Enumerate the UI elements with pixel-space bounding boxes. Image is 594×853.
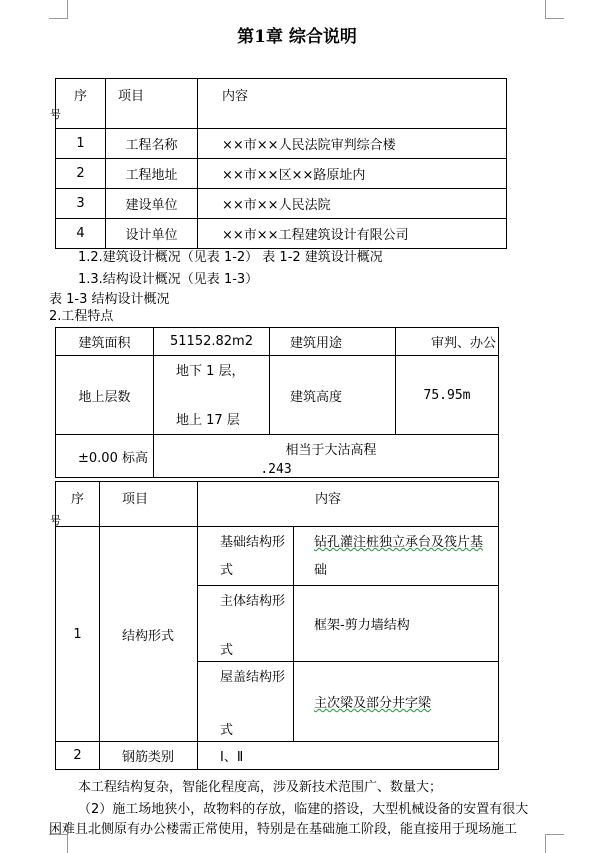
header-no-text: 序 bbox=[73, 89, 87, 104]
use-label: 建筑用途 bbox=[270, 328, 396, 356]
header-item: 项目 bbox=[100, 482, 198, 527]
margin-mark-top-left bbox=[49, 0, 68, 19]
row-no: 2 bbox=[56, 159, 106, 189]
sub-label-line1: 基础结构形 bbox=[220, 535, 286, 550]
header-no bbox=[56, 79, 106, 129]
row-no: 3 bbox=[56, 189, 106, 219]
elevation-value-line1: 相当于大沽高程 bbox=[285, 443, 377, 458]
row-content bbox=[198, 129, 507, 159]
sub-value bbox=[294, 662, 499, 742]
section-1-3-line: 1.3.结构设计概况（见表 1-3） bbox=[78, 272, 259, 287]
floors-aboveground: 地上 17 层 bbox=[176, 413, 240, 428]
row-content: ××市××工程建筑设计有限公司 bbox=[198, 219, 507, 249]
sub-label bbox=[198, 586, 294, 662]
row-content-text: ××市××人民法院审判综合楼 bbox=[222, 138, 396, 153]
paragraph-1: 本工程结构复杂，智能化程度高，涉及新技术范围广、数量大； bbox=[78, 780, 443, 795]
row-item: 钢筋类别 bbox=[100, 742, 198, 770]
paragraph-2-line1: （2）施工场地狭小，故物料的存放，临建的搭设，大型机械设备的安置有很大 bbox=[78, 802, 529, 817]
header-content: 内容 bbox=[198, 79, 507, 129]
sub-label-line2: 式 bbox=[220, 723, 234, 738]
table-1-3-caption: 表 1-3 结构设计概况 bbox=[49, 292, 170, 307]
elevation-value-line2: .243 bbox=[260, 462, 292, 477]
area-label: 建筑面积 bbox=[56, 328, 154, 356]
sub-label bbox=[198, 527, 294, 586]
header-no: 序 bbox=[56, 482, 100, 527]
sub-value bbox=[294, 527, 499, 586]
sub-value-line1-text: 钻孔灌注桩独立承台及筏片基 bbox=[314, 535, 484, 550]
row-no: 4 bbox=[56, 219, 106, 249]
section-2-heading: 2.工程特点 bbox=[49, 309, 114, 324]
floors-underground: 地下 1 层， bbox=[176, 364, 245, 379]
structure-overview-table bbox=[55, 481, 499, 770]
table-row bbox=[56, 129, 507, 159]
row-item: 结构形式 bbox=[100, 527, 198, 742]
elevation-value bbox=[154, 435, 499, 478]
header-no-wrap: 号 bbox=[50, 108, 61, 121]
row-content: Ⅰ、Ⅱ bbox=[198, 742, 499, 770]
table-row bbox=[56, 527, 499, 586]
margin-mark-bottom-right bbox=[545, 834, 564, 853]
sub-label-line1: 主体结构形 bbox=[220, 594, 286, 609]
table-row bbox=[56, 219, 507, 249]
table-row bbox=[56, 159, 507, 189]
paragraph-2-line2: 困难且北侧原有办公楼需正常使用，特别是在基础施工阶段，能直接用于现场施工 bbox=[49, 822, 518, 837]
sub-value-text: 主次梁及部分井字梁 bbox=[314, 696, 432, 711]
chapter-title: 第1章 综合说明 bbox=[237, 27, 357, 47]
table-row bbox=[56, 189, 507, 219]
row-content: ××市××人民法院 bbox=[198, 189, 507, 219]
row-no: 2 bbox=[56, 742, 100, 770]
project-info-table bbox=[55, 78, 507, 249]
height-value: 75.95m bbox=[396, 356, 499, 435]
table-row bbox=[56, 328, 499, 356]
table-header-row bbox=[56, 79, 507, 129]
table-row bbox=[56, 435, 499, 478]
row-item: 工程名称 bbox=[106, 129, 198, 159]
row-no: 1 bbox=[56, 527, 100, 742]
sub-value-line1 bbox=[314, 529, 498, 557]
section-1-2-line: 1.2.建筑设计概况（见表 1-2） 表 1-2 建筑设计概况 bbox=[78, 250, 383, 265]
sub-value: 框架-剪力墙结构 bbox=[294, 586, 499, 662]
row-item: 设计单位 bbox=[106, 219, 198, 249]
area-value: 51152.82m2 bbox=[154, 328, 270, 356]
header-item: 项目 bbox=[106, 79, 198, 129]
building-overview-table bbox=[55, 327, 499, 478]
sub-value-line2: 础 bbox=[314, 563, 328, 578]
row-content: ××市××区××路原址内 bbox=[198, 159, 507, 189]
table-header-row bbox=[56, 482, 499, 527]
header-no-wrap: 号 bbox=[50, 514, 61, 527]
sub-label-line1: 屋盖结构形 bbox=[220, 670, 286, 685]
use-value: 审判、办公 bbox=[396, 328, 499, 356]
row-no: 1 bbox=[56, 129, 106, 159]
row-item: 工程地址 bbox=[106, 159, 198, 189]
margin-mark-top-right bbox=[545, 0, 564, 19]
sub-label bbox=[198, 662, 294, 742]
sub-label-line2: 式 bbox=[220, 563, 234, 578]
table-row bbox=[56, 742, 499, 770]
sub-label-line2: 式 bbox=[220, 643, 234, 658]
height-label: 建筑高度 bbox=[270, 356, 396, 435]
table-row bbox=[56, 356, 499, 435]
header-content: 内容 bbox=[198, 482, 499, 527]
row-item: 建设单位 bbox=[106, 189, 198, 219]
elevation-label: ±0.00 标高 bbox=[56, 435, 154, 478]
floors-value bbox=[154, 356, 270, 435]
floors-label: 地上层数 bbox=[56, 356, 154, 435]
